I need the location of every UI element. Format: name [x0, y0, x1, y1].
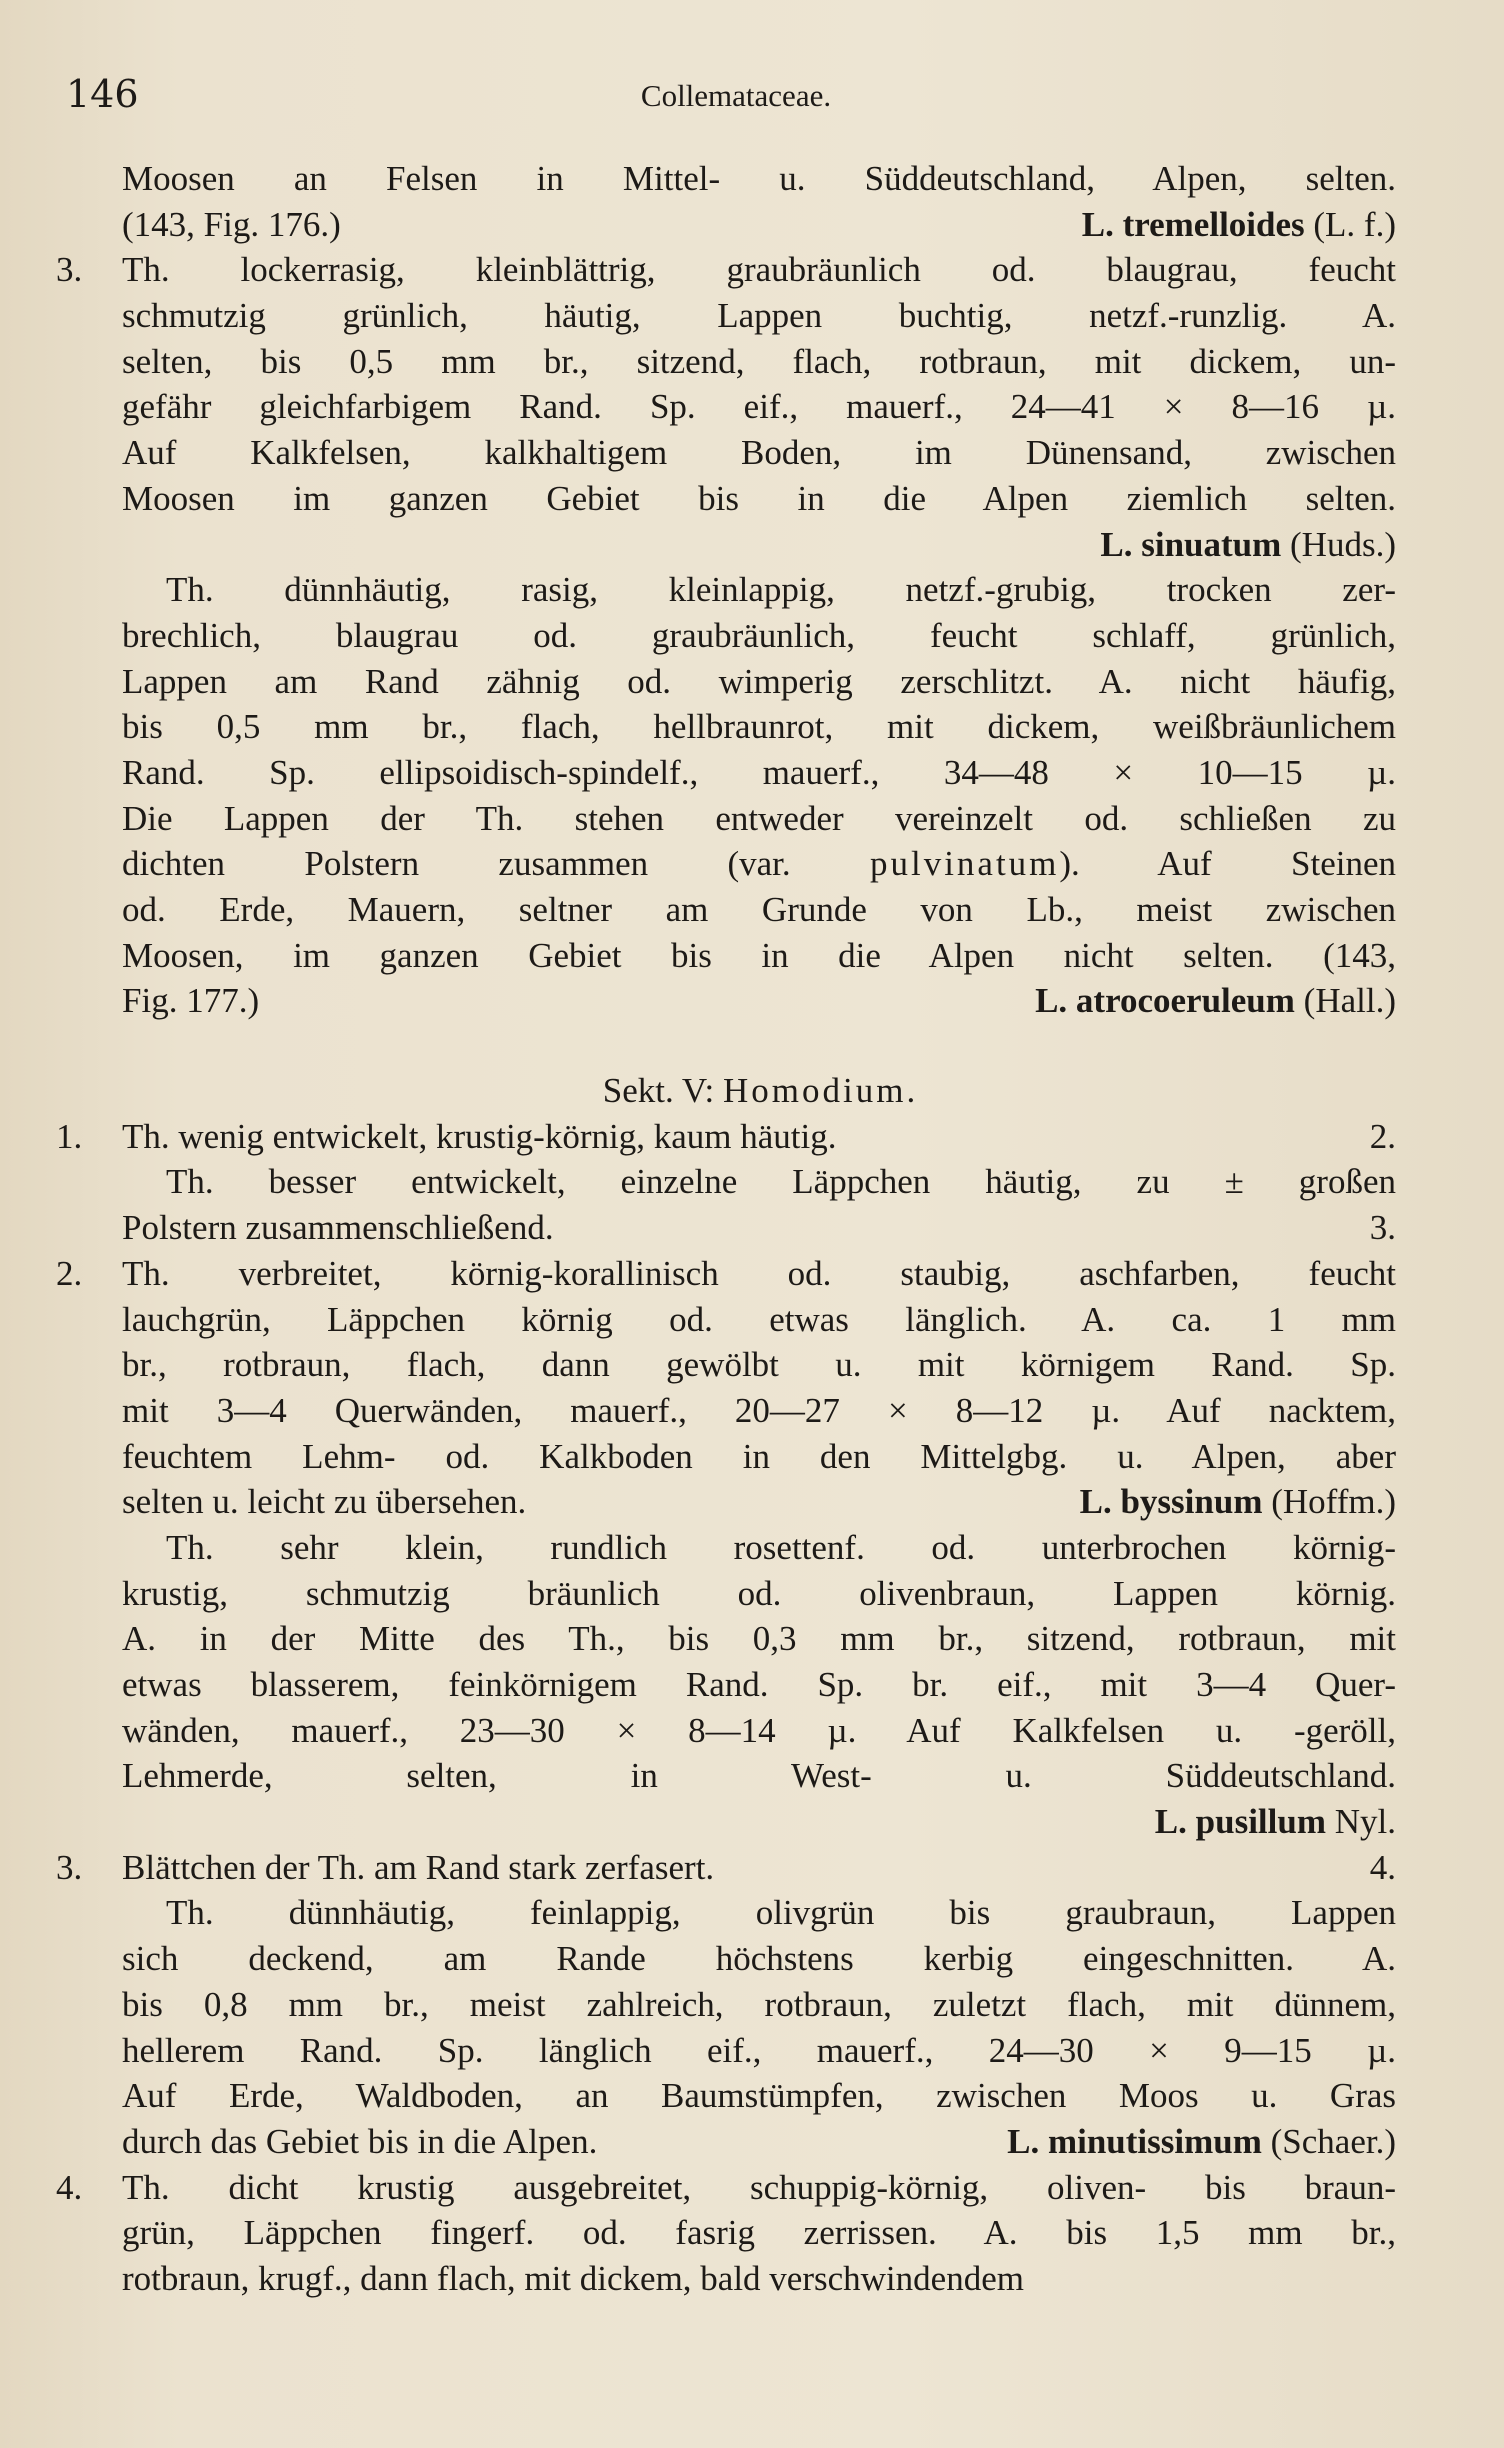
line-text: wänden, mauerf., 23—30 × 8—14 µ. Auf Kalkfelsen u. -geröll, [122, 1710, 1396, 1750]
text-line [56, 567, 1436, 613]
line-text [122, 978, 1396, 1024]
line-text: Th. verbreitet, körnig-korallinisch od. staubig, aschfarben, feucht [122, 1253, 1396, 1293]
text-line [56, 1525, 1436, 1571]
species-name: L. pusillum [1154, 1802, 1326, 1842]
line-text: grün, Läppchen fingerf. od. fasrig zerrissen. A. bis 1,5 mm br., [122, 2213, 1396, 2253]
species-author: (Schaer.) [1261, 2121, 1396, 2161]
text-line [56, 202, 1436, 248]
text-line [56, 384, 1436, 430]
text-line [56, 613, 1436, 659]
species-author: (Hall.) [1294, 981, 1396, 1021]
line-text: Rand. Sp. ellipsoidisch-spindelf., mauerf., 34—48 × 10—15 µ. [122, 752, 1396, 792]
line-text: mit 3—4 Querwänden, mauerf., 20—27 × 8—12 µ. Auf nacktem, [122, 1390, 1396, 1430]
text-line [56, 247, 1436, 293]
line-text: etwas blasserem, feinkörnigem Rand. Sp. br. eif., mit 3—4 Quer- [122, 1665, 1396, 1704]
line-text: Moosen, im ganzen Gebiet bis in die Alpen nicht selten. (143, [122, 935, 1396, 975]
text-line [56, 1845, 1436, 1891]
species-citation [1100, 522, 1396, 568]
line-text: od. Erde, Mauern, seltner am Grunde von Lb., meist zwischen [122, 890, 1396, 929]
text-line [56, 2165, 1436, 2211]
line-text: bis 0,5 mm br., flach, hellbraunrot, mit dickem, weißbräunlichem [122, 707, 1396, 747]
text-line [56, 2210, 1436, 2256]
page-header [66, 72, 1406, 122]
line-text: Lehmerde, selten, in West- u. Süddeutschland. [122, 1756, 1396, 1796]
text-line [56, 1068, 1436, 1114]
section-heading: Sekt. V: Homodium. [602, 1071, 916, 1111]
species-citation [1082, 202, 1396, 248]
line-text: Die Lappen der Th. stehen entweder vereinzelt od. schließen zu [122, 798, 1396, 838]
text-line [56, 1616, 1436, 1662]
text-line [56, 1159, 1436, 1205]
text-line [56, 1890, 1436, 1936]
text-line [56, 704, 1436, 750]
species-citation [1155, 1799, 1396, 1845]
line-text: lauchgrün, Läppchen körnig od. etwas länglich. A. ca. 1 mm [122, 1299, 1396, 1339]
line-text: selten, bis 0,5 mm br., sitzend, flach, rotbraun, mit dickem, un- [122, 341, 1396, 381]
line-text: bis 0,8 mm br., meist zahlreich, rotbraun, zuletzt flach, mit dünnem, [122, 1984, 1396, 2024]
line-text: brechlich, blaugrau od. graubräunlich, feucht schlaff, grünlich, [122, 615, 1396, 655]
line-text: Lappen am Rand zähnig od. wimperig zerschlitzt. A. nicht häufig, [122, 661, 1396, 701]
text-line [56, 1571, 1436, 1617]
line-text: feuchtem Lehm- od. Kalkboden in den Mittelgbg. u. Alpen, aber [122, 1436, 1396, 1476]
text-line [56, 2256, 1436, 2302]
line-text: hellerem Rand. Sp. länglich eif., mauerf., 24—30 × 9—15 µ. [122, 2030, 1396, 2070]
text-line [56, 1297, 1436, 1343]
text-line [56, 2028, 1436, 2074]
species-name: L. minutissimum [1007, 2121, 1262, 2161]
text-line [56, 1982, 1436, 2028]
text-line [56, 476, 1436, 522]
line-text: Th. dünnhäutig, feinlappig, olivgrün bis graubraun, Lappen [166, 1893, 1396, 1933]
line-text: krustig, schmutzig bräunlich od. olivenbraun, Lappen körnig. [122, 1573, 1396, 1613]
line-text: Th. wenig entwickelt, krustig-körnig, kaum häutig. [122, 1116, 837, 1156]
page-number: 146 [66, 72, 139, 116]
text-line [56, 841, 1436, 887]
line-text-part: (143, Fig. 176.) [122, 204, 341, 244]
section-gap [56, 1024, 1436, 1068]
species-name: L. byssinum [1079, 1482, 1263, 1522]
species-name: L. tremelloides [1081, 204, 1305, 244]
line-text-part: selten u. leicht zu übersehen. [122, 1482, 527, 1522]
running-title: Collemataceae. [640, 78, 832, 113]
species-citation [1080, 1479, 1396, 1525]
text-line [56, 293, 1436, 339]
line-text [122, 2119, 1396, 2165]
text-line [56, 1708, 1436, 1754]
line-text: Auf Kalkfelsen, kalkhaltigem Boden, im Dünensand, zwischen [122, 433, 1396, 473]
species-name: L. atrocoeruleum [1035, 981, 1295, 1021]
text-line [56, 1799, 1436, 1845]
line-text: Th. besser entwickelt, einzelne Läppchen häutig, zu ± großen [166, 1162, 1396, 1202]
line-text: Blättchen der Th. am Rand stark zerfasert. [122, 1847, 715, 1887]
line-text: dichten Polstern zusammen (var. pulvinatum). Auf Steinen [122, 844, 1396, 884]
line-text: br., rotbraun, flach, dann gewölbt u. mit körnigem Rand. Sp. [122, 1345, 1396, 1385]
line-text: sich deckend, am Rande höchstens kerbig eingeschnitten. A. [122, 1939, 1396, 1979]
key-reference: 4. [1369, 1847, 1396, 1887]
species-author: Nyl. [1326, 1802, 1396, 1842]
text-line [56, 796, 1436, 842]
text-line [56, 1114, 1436, 1160]
line-text: Moosen an Felsen in Mittel- u. Süddeutschland, Alpen, selten. [122, 159, 1396, 198]
line-text: Auf Erde, Waldboden, an Baumstümpfen, zwischen Moos u. Gras [122, 2076, 1396, 2116]
text-line [56, 1251, 1436, 1297]
text-line [56, 750, 1436, 796]
text-line [56, 1936, 1436, 1982]
text-line [56, 522, 1436, 568]
text-line [56, 1342, 1436, 1388]
key-number: 3. [56, 1847, 83, 1887]
page-body-text [56, 156, 1436, 2302]
line-text: rotbraun, krugf., dann flach, mit dickem, bald verschwindendem [122, 2258, 1024, 2298]
line-text: Th. lockerrasig, kleinblättrig, graubräunlich od. blaugrau, feucht [122, 250, 1396, 290]
text-line [56, 1662, 1436, 1708]
text-line [56, 2119, 1436, 2165]
text-line [56, 2073, 1436, 2119]
text-line [56, 339, 1436, 385]
line-text [122, 202, 1396, 248]
line-text: A. in der Mitte des Th., bis 0,3 mm br., sitzend, rotbraun, mit [122, 1619, 1396, 1659]
key-number: 2. [56, 1253, 83, 1293]
key-number: 3. [56, 250, 83, 290]
text-line [56, 430, 1436, 476]
line-text [122, 1479, 1396, 1525]
text-line [56, 1388, 1436, 1434]
line-text: Polstern zusammenschließend. [122, 1208, 554, 1248]
key-number: 1. [56, 1116, 83, 1156]
text-line [56, 156, 1436, 202]
species-citation [1035, 978, 1396, 1024]
text-line [56, 1434, 1436, 1480]
text-line [56, 887, 1436, 933]
line-text: schmutzig grünlich, häutig, Lappen buchtig, netzf.-runzlig. A. [122, 296, 1396, 336]
text-line [56, 1205, 1436, 1251]
text-line [56, 978, 1436, 1024]
line-text: Moosen im ganzen Gebiet bis in die Alpen ziemlich selten. [122, 478, 1396, 518]
text-line [56, 1479, 1436, 1525]
line-text: Th. dicht krustig ausgebreitet, schuppig-körnig, oliven- bis braun- [122, 2167, 1396, 2207]
key-reference: 3. [1369, 1208, 1396, 1248]
text-line [56, 1753, 1436, 1799]
text-line [56, 659, 1436, 705]
species-author: (L. f.) [1304, 204, 1396, 244]
text-line [56, 933, 1436, 979]
line-text-part: Fig. 177.) [122, 981, 260, 1021]
species-citation [1007, 2119, 1396, 2165]
species-author: (Hoffm.) [1262, 1482, 1396, 1522]
line-text: Th. dünnhäutig, rasig, kleinlappig, netzf.-grubig, trocken zer- [166, 570, 1396, 610]
line-text: Th. sehr klein, rundlich rosettenf. od. unterbrochen körnig- [166, 1527, 1396, 1567]
line-text: gefähr gleichfarbigem Rand. Sp. eif., mauerf., 24—41 × 8—16 µ. [122, 387, 1396, 427]
key-reference: 2. [1369, 1116, 1396, 1156]
species-author: (Huds.) [1281, 524, 1396, 564]
line-text-part: durch das Gebiet bis in die Alpen. [122, 2121, 598, 2161]
species-name: L. sinuatum [1100, 524, 1282, 564]
key-number: 4. [56, 2167, 83, 2207]
